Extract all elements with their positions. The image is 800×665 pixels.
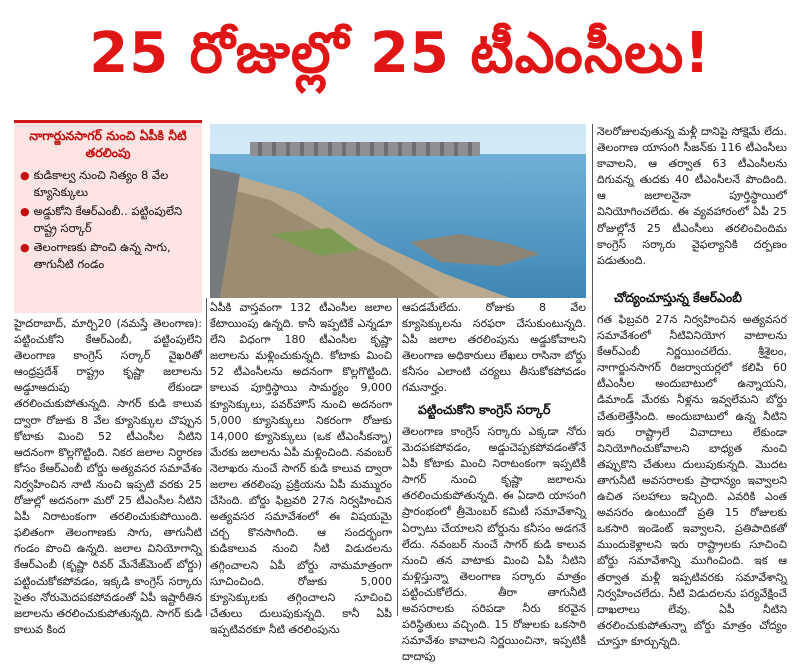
bullet-text: అడ్డుకోని కేఆర్ఎంబీ.. పట్టింపులేని రాష్ట్ర సర్కార్: [33, 204, 183, 235]
bullet-icon: ●: [20, 205, 30, 218]
headline-text: 25 రోజుల్లో 25 టీఎంసీలు!: [89, 20, 711, 86]
column-divider: [206, 298, 207, 616]
bullet-icon: ●: [20, 241, 30, 254]
dam-reservoir-photo: [210, 124, 586, 298]
column-divider: [397, 298, 398, 616]
article-column-4-top: [597, 124, 787, 286]
dam-photo-illustration: [210, 124, 586, 298]
column-text: ఏపీకి వాస్తవంగా 132 టీఎంసీల జలాల కేటాయింపు ఉన్నది. కానీ ఇప్పటికే ఎన్నడూ లేని విధంగా 180 టీఎంసీల కృష్ణా జలాలను మళ్లించుకున్నది. కోటాకు మించి 52 టీఎంసీలను అదనంగా కొల్లగొట్టింది. కాలువ పూర్తిస్థాయి సామర్థ్యం 9,000 క్యూసెక్కులు, పవర్‌హౌస్ నుంచి అదనంగా 5,000 క్యూసెక్కులు నికరంగా రోజుకు 14,000 క్యూసెక్కులు (ఒక టీఎంసీకన్నా) మేరకు జలాలను ఏపీ మళ్లించింది. నవంబర్ నెలాఖరు నుంచే సాగర్ కుడి కాలువ ద్వారా జలాల తరలింపు ప్రక్రియను ఏపీ మమ్మురం చేసింది. బోర్డు ఫిబ్రవరి 27న నిర్వహించిన అత్యవసర సమావేశంలో ఈ విషయమై చర్చ కొనసాగింది. ఆ సందర్భంగా కుడికాలువ నుంచి నీటి విడుదలను తగ్గించాలని ఏపీ బోర్డు నామమాత్రంగా సూచించింది. రోజుకు 5,000 క్యూసెక్కులకు తగ్గించాలని సూచించి చేతులు దులుపుకున్నది. కానీ ఏపీ ఇప్పటివరకూ నీటి తరలింపును: [210, 301, 392, 636]
summary-bullet: [20, 167, 196, 201]
column-text: తెలంగాణ కాంగ్రెస్ సర్కారు ఎక్కడా నోరు మెదపకపోవడం, అడ్డుచెప్పకపోవడంతోనే ఏపీ కోటాకు మించి నిరాటంకంగా ఇప్పటికీ సాగర్ నుంచి కృష్ణా జలాలను తరలించుకుపోతున్నది. ఈ ఏడాది యాసంగి ప్రారంభంలో త్రీమెంబర్ కమిటీ సమావేశాన్ని ఏర్పాటు చేయాలని బోర్డును కనీసం అడగనే లేదు. నవంబర్ నుంచే సాగర్ కుడి కాలువ నుంచి తన వాటాకు మించి ఏపీ నీటిని మళ్లిస్తున్నా తెలంగాణ సర్కారు మాత్రం పట్టించుకోలేదు. తీరా తాగునీటి అవసరాలకు సరిపడా నీరు కరవైన పరిస్థితులు వచ్చింది. 15 రోజులకు ఒకసారి సమావేశం కావాలని నిర్ణయించినా, ఇప్పటికీ దాదాపు: [402, 425, 586, 664]
article-column-3-top: [402, 300, 586, 398]
summary-subtitle: నాగార్జునసాగర్ నుంచి ఏపీకి నీటి తరలింపు: [29, 128, 187, 160]
summary-bullets: [20, 167, 196, 273]
bullet-icon: ●: [20, 169, 30, 182]
column-text: హైదరాబాద్, మార్చి20 (నమస్తే తెలంగాణ): పట్టించుకోని కేఆర్ఎంబీ, పట్టింపులేని తెలంగాణ కాంగ్రెస్ సర్కార్ వైఖరితో ఆంధ్రప్రదేశ్ రాష్ట్రం కృష్ణా జలాలను అడ్డూఅదుపు లేకుండా తరలించుకుపోతున్నది. సాగర్ కుడి కాలువ ద్వారా రోజుకు 8 వేల క్యూసెక్కుల చొప్పున కోటాకు మించి 52 టీఎంసీల నీటిని ఆదనంగా కొల్లగొట్టింది. నికర జలాల నిర్ధారణ కోసం కేఆర్ఎంబీ బోర్డు అత్యవసర సమావేశం నిర్వహించిన నాటి నుంచి ఇప్పటి వరకు 25 రోజుల్లో అదనంగా మరో 25 టీఎంసీల నీటిని ఏపీ నిరాటంకంగా తరలించుకుపోయింది. ఫలితంగా తెలంగాణకు సాగు, తాగునీటి గండం పొంచి ఉన్నది. జలాల వినియోగాన్ని కేఆర్ఎంబీ (కృష్ణా రివర్ మేనేజ్‌మెంట్ బోర్డు) పట్టించుకోకపోవడం, ఇక్కడి కాంగ్రెస్ సర్కారు సైతం నోరుమెదపకపోవడంతో ఏపీ ఇష్టారీతిన జలాలను తరలించుకుపోతున్నది. సాగర్ కుడి కాలువ కింద: [14, 317, 202, 636]
summary-bullet: [20, 239, 196, 273]
article-column-1: [14, 316, 202, 636]
headline: [0, 0, 800, 120]
subheading-krmb: చోద్యంచూస్తున్న కేఆర్ఎంబీ: [614, 290, 742, 305]
bullet-text: తెలంగాణకు పొంచి ఉన్న సాగు, తాగునీటి గండం: [33, 240, 171, 271]
article-column-2: [210, 300, 392, 636]
summary-box: [14, 120, 202, 313]
subheading-congress-govt: పట్టించుకోని కాంగ్రెస్ సర్కార్: [418, 402, 551, 417]
column-text: నెలరోజులవుతున్న మళ్లీ దానిపై సోక్షెమే లేదు. తెలంగాణ యాసంగి సీజన్‌కు 116 టీఎంసీలు కావాలని, ఆ తర్వాత 63 టీఎంసీలను దిగువన్న తుదకు 40 టీఎంసీలనే పొందింది. ఆ జలాలనైనా పూర్తిస్థాయిలో వినియోగించలేదు. ఈ వ్యవహారంలో ఏపీ 25 రోజుల్లోనే 25 టీఎంసీలు తరలించిందిమ కాంగ్రెస్ సర్కారు వైఫల్యానికి దర్పణం పడుతుంది.: [597, 125, 787, 267]
article-column-3-bottom: [402, 424, 586, 664]
summary-bullet: [20, 203, 196, 237]
column-text: గత ఫిబ్రవరి 27న నిర్వహించిన అత్యవసర సమావేశంలో నీటివినియోగ వాటాలను కేఆర్ఎంబీ నిర్ణయించలేదు. శ్రీశైలం, నాగార్జునసాగర్ రిజర్వాయర్లలో కలిపి 60 టీఎంసీల అందుబాటులో ఉన్నాయని, డిమాండ్ మేరకు నీళ్లను ఇవ్వలేమని బోర్డు చేతులెత్తేసింది. అందుబాటులో ఉన్న నీటిని ఇరు రాష్ట్రాలే వివాదాలు లేకుండా వినియోగించుకోవాలని బాధ్యత నుంచి తప్పుకొని చేతులు దులుపుకున్నది. మొదట తాగునీటి అవసరాలకు ప్రాధాన్యం ఇవ్వాలని ఉచిత సలహాలు ఇచ్చింది. ఎవరికి ఎంత అవసరం ఉంటుందో ప్రతి 15 రోజులకు ఒకసారి ఇండెంట్ ఇవ్వాలని, ప్రతిపాదికతో ముందుకెళ్లాలని ఇరు రాష్ట్రాలకు సూచించి బోర్డు సమావేశాన్ని ముగించింది. ఇక ఆ తర్వాత మళ్లీ ఇప్పటివరకు సమావేశాన్ని నిర్వహించలేదు. నీటి విడుదలను పర్యవేక్షించే దాఖలాలు లేవు. ఏపీ నీటిని తరలించుకుపోతున్నా బోర్డు మాత్రం చోద్యం చూస్తూ కూర్చున్నది.: [597, 313, 787, 648]
column-text: ఆపడమేలేదు. రోజుకు 8 వేల క్యూసెక్కులను సరఫరా చేసుకుంటున్నది. ఏపీ జలాల తరలింపును అడ్డుకోవాలని తెలంగాణ అధికారులు లేఖలు రాసినా బోర్డు కనీసం ఎలాంటి చర్యలు తీసుకోకపోవడం గమనార్హం.: [402, 301, 586, 395]
bullet-text: కుడికాల్వ నుంచి నిత్యం 8 వేల క్యూసెక్కులు: [33, 168, 169, 199]
article-column-4-bottom: [597, 312, 787, 648]
column-divider: [592, 124, 593, 616]
